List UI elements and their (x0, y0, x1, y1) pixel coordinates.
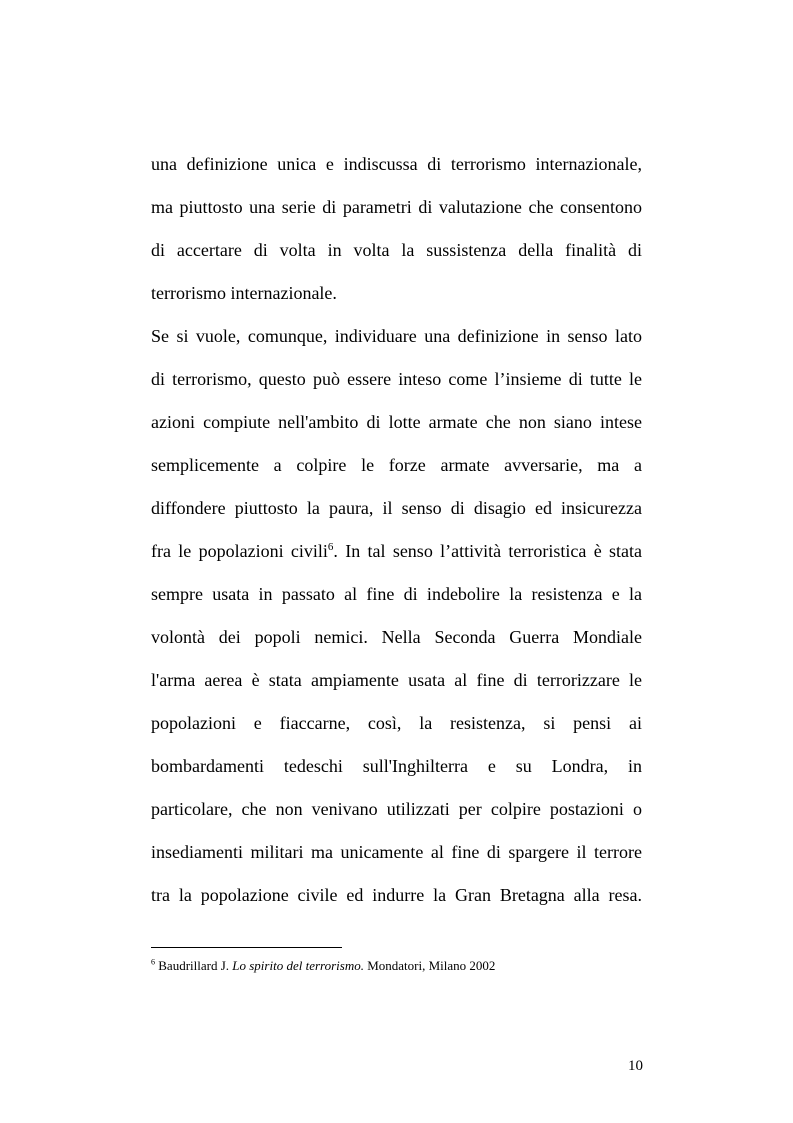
footnote (151, 958, 495, 974)
body-line: tra la popolazione civile ed indurre la Gran Bretagna alla resa. (151, 885, 642, 905)
body-line: l'arma aerea è stata ampiamente usata al fine di terrorizzare le (151, 670, 642, 690)
footnote-ref-marker[interactable]: 6 (327, 541, 334, 553)
body-line: Se si vuole, comunque, individuare una definizione in senso lato (151, 326, 642, 346)
body-line: bombardamenti tedeschi sull'Inghilterra e su Londra, in (151, 756, 642, 776)
body-line-text: fra le popolazioni civili (151, 541, 328, 561)
body-line: particolare, che non venivano utilizzati per colpire postazioni o (151, 799, 642, 819)
body-line: volontà dei popoli nemici. Nella Seconda Guerra Mondiale (151, 627, 642, 647)
body-line: di accertare di volta in volta la sussistenza della finalità di (151, 240, 642, 260)
footnote-marker: 6 (151, 957, 155, 967)
body-line: una definizione unica e indiscussa di terrorismo internazionale, (151, 154, 642, 174)
body-line: di terrorismo, questo può essere inteso come l’insieme di tutte le (151, 369, 642, 389)
footnote-title: Lo spirito del terrorismo. (232, 958, 364, 973)
body-line: popolazioni e fiaccarne, così, la resistenza, si pensi ai (151, 713, 642, 733)
body-line-with-footnote-ref (151, 540, 642, 562)
page-number: 10 (628, 1058, 643, 1074)
footnote-separator (151, 947, 342, 948)
footnote-author: Baudrillard J. (158, 958, 230, 973)
footnote-publisher: Mondatori, Milano 2002 (367, 958, 496, 973)
body-line: terrorismo internazionale. (151, 283, 337, 303)
body-line: diffondere piuttosto la paura, il senso di disagio ed insicurezza (151, 498, 642, 518)
body-line-text-continued: . In tal senso l’attività terroristica è stata (333, 541, 642, 561)
body-line: semplicemente a colpire le forze armate avversarie, ma a (151, 455, 642, 475)
body-line: insediamenti militari ma unicamente al fine di spargere il terrore (151, 842, 642, 862)
body-line: ma piuttosto una serie di parametri di valutazione che consentono (151, 197, 642, 217)
body-line: sempre usata in passato al fine di indebolire la resistenza e la (151, 584, 642, 604)
body-line: azioni compiute nell'ambito di lotte armate che non siano intese (151, 412, 642, 432)
